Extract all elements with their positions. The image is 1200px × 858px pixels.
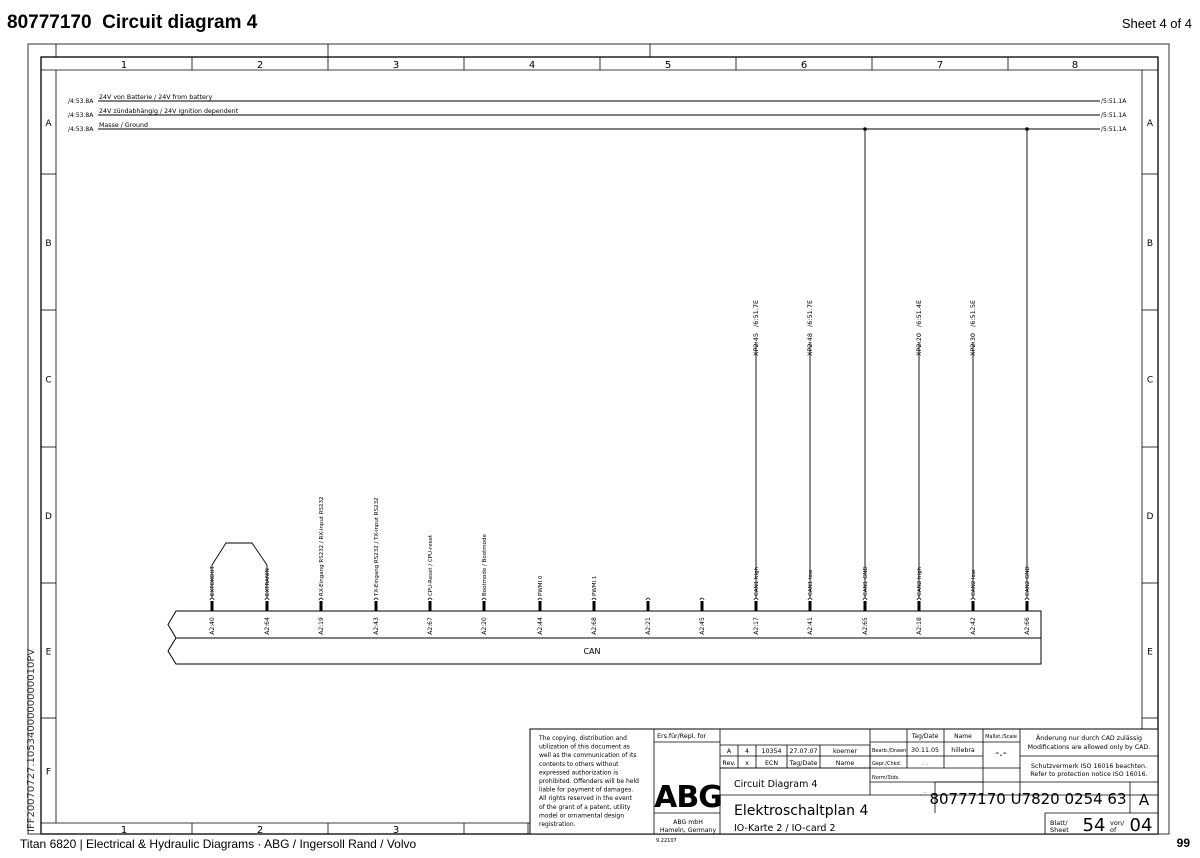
inner-frame	[41, 57, 1158, 834]
drawing-title-de: Elektroschaltplan 4	[734, 803, 869, 819]
doc-number: 80777170	[7, 12, 92, 33]
company-city: Hameln, Germany	[659, 827, 717, 834]
copyright-line: contents to others without	[539, 760, 619, 768]
norm-date: .	[923, 788, 927, 795]
bottom-column-label-1: 1	[120, 825, 128, 836]
copyright-line: model or ornamental design	[539, 812, 624, 820]
pin-signal-label: CAN2 GND	[1025, 566, 1031, 596]
rail-ref-left: /4:53.8A	[68, 112, 94, 119]
title-block	[530, 729, 1158, 844]
drawing-number: 80777170 U7820 0254 63	[929, 790, 1127, 808]
date-header: Tag/Date	[911, 733, 939, 740]
norm-label: Norm/Stds.	[872, 775, 900, 781]
pin-socket	[1025, 598, 1029, 600]
diagram-title: Circuit diagram 4	[102, 12, 258, 33]
pin-number: A2:21	[645, 617, 652, 635]
pin-number: A2:64	[264, 617, 271, 635]
xp-ref: /6:51.4E	[915, 299, 923, 327]
row-label-right-D: D	[1146, 512, 1154, 522]
column-label-3: 3	[392, 60, 400, 71]
pin-terminal	[375, 601, 378, 611]
pin-number: A2:67	[427, 617, 434, 635]
bottom-column-label-2: 2	[256, 825, 264, 836]
drawn-date: 30.11.05	[910, 747, 940, 754]
grid-ticks	[41, 44, 1158, 834]
pin-terminal	[701, 601, 704, 611]
row-label-right-A: A	[1146, 119, 1154, 129]
row-label-left-A: A	[45, 119, 52, 129]
of-label: von/	[1110, 819, 1125, 827]
pin-signal-label: EXTOKOUT	[210, 566, 216, 596]
pin-socket	[754, 598, 758, 600]
copyright-line: The copying, distribution and	[539, 735, 627, 742]
bottom-column-label-3: 3	[392, 825, 400, 836]
pin-terminal	[593, 601, 596, 611]
pin-terminal	[539, 601, 542, 611]
row-label-left-B: B	[45, 239, 52, 249]
xp-ref: /6:51.7E	[806, 299, 814, 327]
pin-number: A2:44	[537, 617, 544, 635]
xp-label: XP2:48	[806, 333, 814, 356]
drawing-title-en: Circuit Diagram 4	[734, 779, 818, 790]
pin-terminal	[755, 601, 758, 611]
pin-number: A2:42	[970, 617, 977, 635]
pin-number: A2:43	[373, 617, 380, 635]
revision-header: Tag/Date	[789, 760, 818, 767]
can-bus-label: CAN	[583, 647, 601, 656]
revision-cell: A	[726, 748, 732, 755]
sheet-number: 54	[1082, 815, 1106, 836]
company-name: ABG mbH	[673, 819, 703, 826]
pin-terminal	[647, 601, 650, 611]
pin-terminal	[483, 601, 486, 611]
pin-number: A2:45	[699, 617, 706, 635]
revision-cell: 27.07.07	[789, 748, 818, 755]
pin-number: A2:68	[591, 617, 598, 635]
grid-labels	[26, 60, 1154, 836]
pin-terminal	[320, 601, 323, 611]
change-note-en: Modifications are allowed only by CAD.	[1027, 744, 1151, 751]
can-bus-bar	[168, 638, 1041, 664]
xp-label: XP2:30	[969, 333, 977, 356]
rail-label: 24V von Batterie / 24V from battery	[99, 94, 213, 101]
pin-number: A2:17	[753, 617, 760, 635]
revision-letter: A	[1138, 791, 1150, 809]
rail-label: 24V zündabhängig / 24V ignition dependent	[99, 108, 239, 115]
revision-cell: koerner	[832, 748, 858, 755]
pin-socket	[700, 598, 704, 600]
scale-value: -.-	[995, 746, 1007, 759]
pin-signal-label: CAN1 low	[808, 569, 814, 596]
pin-terminal	[809, 601, 812, 611]
revision-cell: 4	[744, 748, 750, 755]
pin-number: A2:65	[862, 617, 869, 635]
xp-ref: /6:51.7E	[752, 299, 760, 327]
connector-housing	[168, 611, 1041, 638]
pin-signal-label: Bootmode / Bootmode	[482, 534, 488, 596]
revision-cell: 10354	[761, 748, 782, 755]
pin-signal-label: CAN2 high	[917, 567, 923, 596]
protection-note-en: Refer to protection notice ISO 16016.	[1030, 771, 1148, 778]
pin-socket	[210, 598, 214, 600]
drawing-subtitle: IO-Karte 2 / IO-card 2	[734, 823, 836, 834]
checked-label: Gepr./Chkd.	[872, 761, 902, 767]
abg-logo: ABG	[654, 780, 722, 815]
row-label-left-C: C	[45, 375, 52, 386]
pin-signal-label: CAN1 high	[754, 567, 760, 596]
rail-label: Masse / Ground	[99, 122, 149, 129]
xp-label: XP2:20	[915, 333, 923, 356]
pin-socket	[265, 598, 269, 600]
pin-number: A2:41	[807, 617, 814, 635]
column-label-6: 6	[800, 60, 808, 71]
pin-signal-label: PWMI.0	[538, 575, 544, 596]
xp-ref: /6:51.5E	[969, 299, 977, 327]
supply-rails	[68, 94, 1127, 133]
pin-socket	[646, 598, 650, 600]
pin-signal-label: TX-Eingang RS232 / TX-input RS232	[374, 497, 380, 596]
outer-frame	[28, 44, 1169, 834]
rail-ref-left: /4:53.8A	[68, 98, 94, 105]
column-label-5: 5	[664, 60, 672, 71]
connector-block	[168, 127, 1041, 664]
row-label-left-E: E	[45, 647, 52, 658]
pin-socket	[917, 598, 921, 600]
pin-socket	[971, 598, 975, 600]
pin-terminal	[864, 601, 867, 611]
rail-ref-right: /5:51.1A	[1101, 98, 1127, 105]
pin-terminal	[429, 601, 432, 611]
sheet-label: Blatt/	[1050, 819, 1068, 827]
pin-socket	[808, 598, 812, 600]
name-header: Name	[954, 733, 972, 740]
rail-ref-right: /5:51.1A	[1101, 126, 1127, 133]
pin-terminal	[972, 601, 975, 611]
rail-ref-right: /5:51.1A	[1101, 112, 1127, 119]
scale-label: Maßst./Scale	[985, 734, 1017, 740]
copyright-line: expressed authorization is	[539, 769, 619, 777]
drawn-name: hillebra	[951, 747, 975, 754]
copyright-line: well as the communication of its	[539, 752, 637, 760]
copyright-line: All rights reserved in the event	[539, 795, 632, 803]
pin-socket	[319, 598, 323, 600]
row-label-right-B: B	[1146, 239, 1154, 249]
pin-number: A2:20	[481, 617, 488, 635]
sheet-total: 04	[1129, 815, 1153, 836]
protection-note-de: Schutzvermerk ISO 16016 beachten.	[1031, 763, 1147, 770]
junction-dot	[863, 127, 867, 131]
pin-socket	[428, 598, 432, 600]
column-label-4: 4	[528, 60, 536, 71]
footer-text: Titan 6820 | Electrical & Hydraulic Diagrams · ABG / Ingersoll Rand / Volvo	[20, 837, 417, 851]
copyright-line: utilization of this document as	[539, 743, 630, 751]
xp-label: XP2:45	[752, 333, 760, 356]
pin-socket	[863, 598, 867, 600]
page-number: 99	[1176, 836, 1190, 850]
pin-number: A2:40	[209, 617, 216, 635]
pin-signal-label: RX-Eingang RS232 / RX-input RS232	[319, 496, 325, 596]
pin-number: A2:18	[916, 617, 923, 635]
junction-dot	[1025, 127, 1029, 131]
replaced-for-label: Ers.für/Repl. for	[657, 733, 707, 740]
pin-terminal	[266, 601, 269, 611]
pin-number: A2:66	[1024, 617, 1031, 635]
copyright-line: registration.	[539, 821, 576, 828]
pin-signal-label: PWMI.1	[592, 575, 598, 596]
copyright-line: liable for payment of damages.	[539, 786, 634, 794]
pin-terminal	[211, 601, 214, 611]
pin-signal-label: EXTRANIN	[265, 568, 271, 596]
copyright-line: prohibited. Offenders will be held	[539, 778, 639, 785]
pin-signal-label: CAN2 low	[971, 569, 977, 596]
sheet-label-en: Sheet	[1050, 826, 1069, 834]
column-label-1: 1	[120, 60, 128, 71]
pin-terminal	[918, 601, 921, 611]
rail-ref-left: /4:53.8A	[68, 126, 94, 133]
row-label-left-D: D	[45, 512, 52, 522]
revision-header: Rev.	[722, 760, 736, 767]
pin-signal-label: CPU-Reset / CPU-reset	[428, 535, 434, 596]
pin-socket	[482, 598, 486, 600]
revision-header: ECN	[764, 760, 779, 767]
revision-header: Name	[835, 760, 855, 767]
form-code: 9.22107	[656, 838, 677, 844]
pin-socket	[538, 598, 542, 600]
jumper-wire	[212, 543, 267, 598]
column-label-8: 8	[1071, 60, 1079, 71]
of-label-en: of	[1110, 826, 1117, 834]
column-label-2: 2	[256, 60, 264, 71]
pin-socket	[592, 598, 596, 600]
side-document-id: IFF20070727.1053400000000010PV	[26, 648, 37, 832]
column-label-7: 7	[936, 60, 944, 71]
pin-signal-label: CAN1 GND	[863, 566, 869, 596]
change-note-de: Änderung nur durch CAD zulässig	[1036, 735, 1142, 742]
pin-terminal	[1026, 601, 1029, 611]
sheet-indicator: Sheet 4 of 4	[1121, 16, 1192, 31]
row-label-right-C: C	[1146, 375, 1154, 386]
pin-socket	[374, 598, 378, 600]
pin-number: A2:19	[318, 617, 325, 635]
checked-date: . .	[921, 760, 929, 767]
revision-header: x	[745, 760, 749, 767]
row-label-right-E: E	[1147, 647, 1153, 658]
row-label-left-F: F	[45, 767, 52, 778]
copyright-line: of the grant of a patent, utility	[539, 803, 631, 811]
drawn-label: Bearb./Drawn	[872, 748, 907, 754]
